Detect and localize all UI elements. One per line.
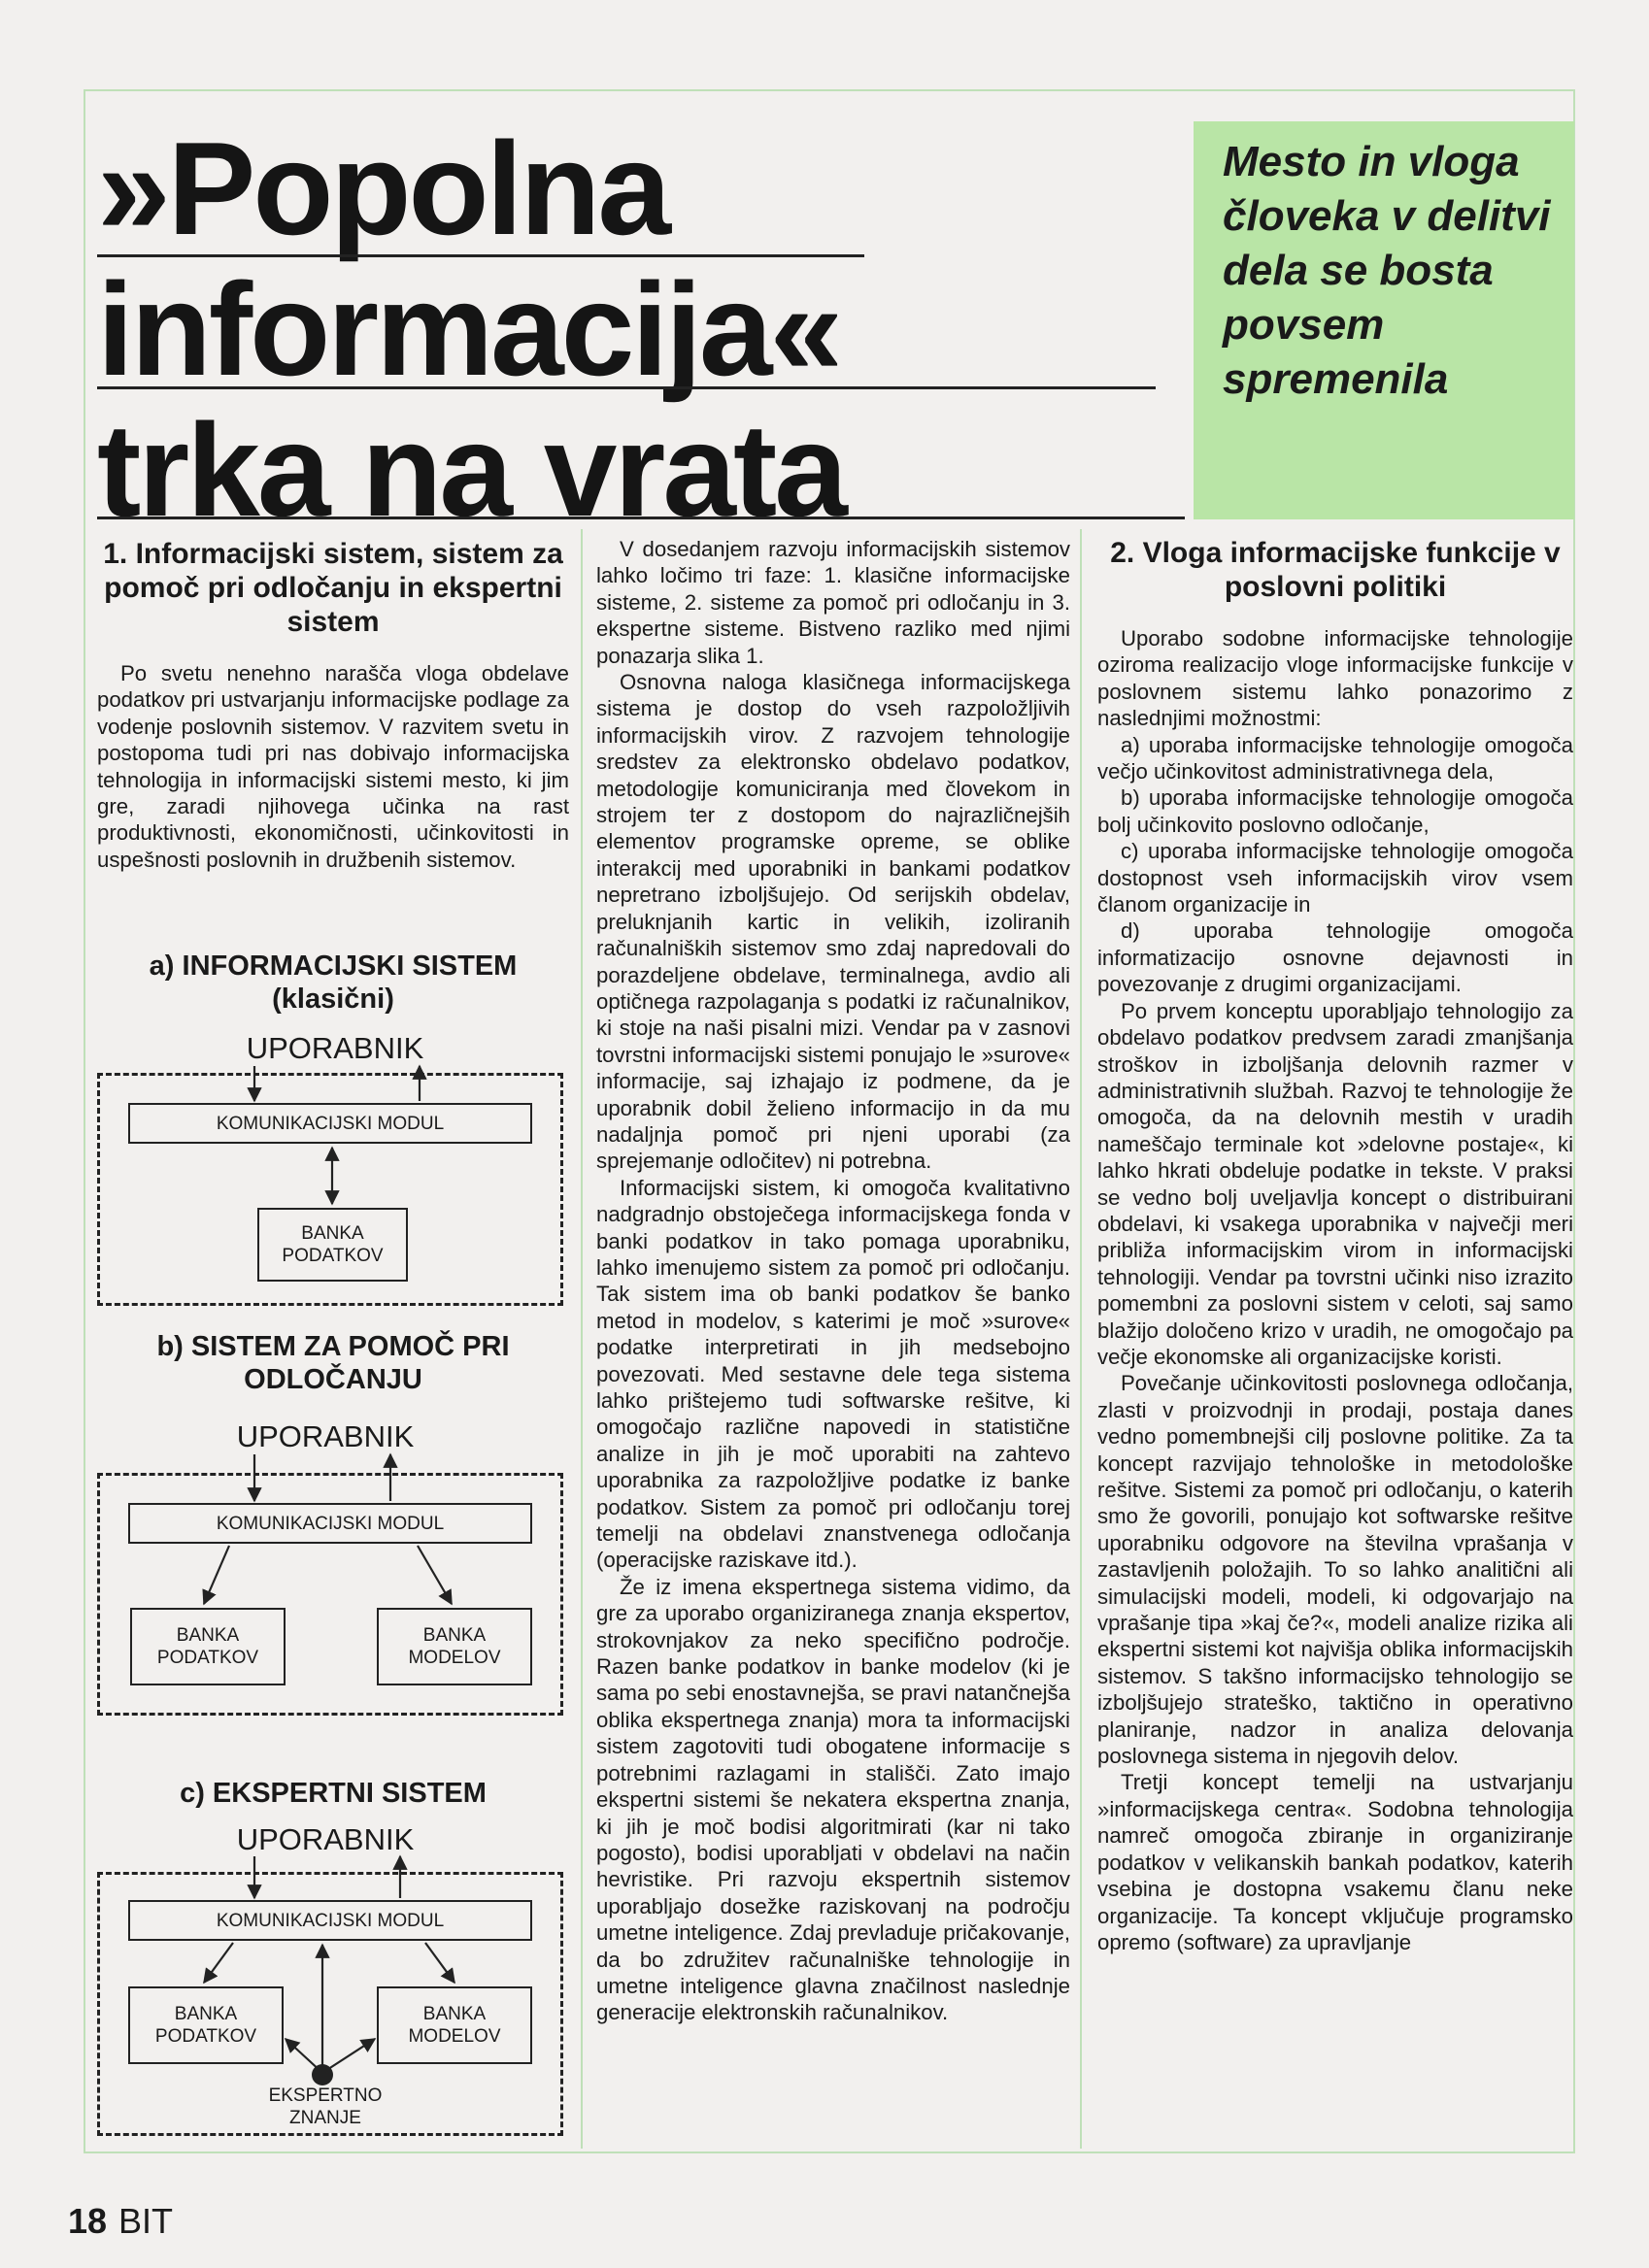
title-line-1: »Popolna <box>97 115 669 262</box>
col2-paragraph: Osnovna naloga klasičnega informacijskega sistema je dostop do vseh razpoložljivih informacijskih virov. Z razvojem tehnologije sredstev za elektronsko obdelavo podatkov, metodologije komuniciranja med človekom in strojem ter z dostopom do najrazličnejših elementov programske opreme, se oblike interakcij med uporabniki in bankami podatkov nepretrano izboljšujejo. Od serijskih obdelav, preluknjanih kartic in velikih, izoliranih računalniških sistemov smo zdaj napredovali do porazdeljene obdelave, terminalnega, avdio ali optičnega razpolaganja s podatki iz računalnikov, ki stoje na naši pisalni mizi. Vendar pa v zasnovi tovrstni informacijski sistemi ponujajo le »surove« informacije, saj izhajajo iz podmene, da je uporabnik dobil želieno informacijo in da mu nadaljnja pomoč pri njeni uporabi (za sprejemanje odločitev) ni potrebna. <box>596 670 1070 1174</box>
section2-list-item: d) uporaba tehnologije omogoča informatizacijo osnovne dejavnosti in povezovanje z drugimi organizacijami. <box>1097 918 1573 997</box>
arrow-c-data-link <box>204 1943 233 1983</box>
section1-heading: 1. Informacijski sistem, sistem za pomoč pri odločanju in ekspertni sistem <box>103 538 563 638</box>
diagram-b-comm-module: KOMUNIKACIJSKI MODUL <box>128 1503 532 1544</box>
section2-list-item: c) uporaba informacijske tehnologije omogoča dostopnost vseh informacijskih virov vsem članom organizacije in <box>1097 839 1573 917</box>
diagram-b-model-bank: BANKA MODELOV <box>377 1608 532 1685</box>
arrow-c-model-link <box>425 1943 454 1983</box>
column-3 <box>1097 536 1573 1955</box>
expert-node <box>312 2064 333 2085</box>
page-footer <box>68 2202 173 2241</box>
diagram-b-user: UPORABNIK <box>236 1419 415 1453</box>
column-2 <box>596 536 1070 2026</box>
diagram-c-title: c) EKSPERTNI SISTEM <box>180 1778 487 1809</box>
diagram-c-expert-knowledge: EKSPERTNO ZNANJE <box>268 2085 383 2128</box>
title-line-3: trka na vrata <box>97 396 845 544</box>
title-line-2: informacija« <box>97 255 841 403</box>
sidebar-quote: Mesto in vloga človeka v delitvi dela se bosta povsem spremenila <box>1223 138 1551 403</box>
diagram-b-title: b) SISTEM ZA POMOČ PRI ODLOČANJU <box>156 1331 510 1395</box>
col2-paragraph: Že iz imena ekspertnega sistema vidimo, da gre za uporabo organiziranega znanja ekspertov, strokovnjakov za neko specifično področje. Razen banke podatkov in banke modelov (ki je sama po sebi enostavnejša, se pravi natančnejša oblika ekspertnega znanja) mora ta informacijski sistem zagotoviti tudi obogatene informacije s potrebnimi razlagami in stališči. Zato imajo ekspertni sistemi še nekatera ekspertna znanja, ki jih je moč bodisi algoritmirati (kar ni tako pogosto), bodisi uporabljati v obdelavi na način hevristike. Pri razvoju ekspertnih sistemov uporabljajo dosežke raziskovanj na področju umetne inteligence. Zdaj prevladuje pričakovanje, da bo združitev računalniške tehnologije in umetne inteligence glavna značilnost naslednje generacije elektronskih računalnikov. <box>596 1574 1070 2025</box>
diagram-a-comm-module: KOMUNIKACIJSKI MODUL <box>128 1103 532 1144</box>
section2-heading: 2. Vloga informacijske funkcije v poslovni politiki <box>1110 537 1561 603</box>
magazine-name: BIT <box>118 2201 174 2241</box>
section2-list-item: b) uporaba informacijske tehnologije omogoča bolj učinkovito poslovno odločanje, <box>1097 785 1573 837</box>
col2-paragraph: V dosedanjem razvoju informacijskih sistemov lahko ločimo tri faze: 1. klasične informacijske sisteme, 2. sisteme za pomoč pri odločanju in 3. ekspertne sisteme. Bistveno razliko med njimi ponazarja slika 1. <box>596 537 1070 668</box>
diagram-c-data-bank: BANKA PODATKOV <box>128 1986 284 2064</box>
diagram-b-data-bank: BANKA PODATKOV <box>130 1608 286 1685</box>
section2-paragraph: Povečanje učinkovitosti poslovnega odločanja, zlasti v proizvodnji in prodaji, postaja danes vedno pomembnejši cilj poslovne politike. Za ta koncept razvijajo tehnološke in metodološke rešitve. Sistemi za pomoč pri odločanju, o katerih smo že govorili, ponujajo kot softwarske rešitve uporabniku odgovore na številna vprašanja v zastavljenih položajih. To so lahko analitični ali simulacijski modeli, modeli, ki odgovarjajo na vprašanje tipa »kaj če?«, modeli analize rizika ali ekspertni sistemi kot najvišja oblika informacijskih sistemov. S takšno informacijsko tehnologijo se izboljšujejo strateško, taktično in operativno planiranje, nadzor in analiza delovanja poslovnega sistema in njegovih delov. <box>1097 1371 1573 1769</box>
section2-paragraph: Uporabo sodobne informacijske tehnologije oziroma realizacijo vloge informacijske funkcije v poslovnem sistemu lahko ponazorimo z naslednjimi možnostmi: <box>1097 626 1573 731</box>
diagram-c-model-bank: BANKA MODELOV <box>377 1986 532 2064</box>
diagram-a-data-bank: BANKA PODATKOV <box>257 1208 408 1282</box>
diagram-a-title: a) INFORMACIJSKI SISTEM (klasični) <box>149 951 518 1015</box>
page-number: 18 <box>68 2201 108 2241</box>
section2-list-item: a) uporaba informacijske tehnologije omogoča večjo učinkovitost administrativnega dela, <box>1097 732 1573 784</box>
diagram-c-user: UPORABNIK <box>236 1822 415 1856</box>
section2-paragraph: Po prvem konceptu uporabljajo tehnologijo za obdelavo podatkov predvsem zaradi zmanjšanja stroškov in izboljšanja delovnih razmer v administrativnih službah. Razvoj te tehnologije že omogoča, da na delovnih mestih v uradih nameščajo terminale kot »delovne postaje«, ki lahko hkrati obdeluje podatke in tekste. V praksi se vedno bolj uveljavlja koncept o distribuirani obdelavi, ki vsakega uporabnika v največji meri približa informacijskim virom in informacijski tehnologiji. Vendar pa tovrstni učinki niso izrazito pomembni za poslovni sistem v celoti, saj samo blažijo določeno krizo v uradih, ne omogočajo pa večje ekonomske ali organizacijske koristi. <box>1097 998 1573 1369</box>
diagram-a-user: UPORABNIK <box>246 1031 424 1065</box>
col2-paragraph: Informacijski sistem, ki omogoča kvalitativno nadgradnjo obstoječega informacijskega fonda v banki podatkov in tako pomaga uporabniku, lahko imenujemo sistem za pomoč pri odločanju. Tak sistem ima ob banki podatkov še banko metod in modelov, s katerimi je moč »surove« podatke interpretirati in jih medsebojno povezovati. Med sestavne dele tega sistema lahko prištejemo tudi softwarske rešitve, ki omogočajo različne napovedi in statistične analize in jih je moč uporabiti na zahtevo uporabnika za razpoložljive podatke iz banke podatkov. Sistem za pomoč pri odločanju torej temelji na obdelavi znanstvenega odločanja (operacijske raziskave itd.). <box>596 1175 1070 1573</box>
arrow-b-data-link <box>204 1546 229 1604</box>
section2-paragraph: Tretji koncept temelji na ustvarjanju »informacijskega centra«. Sodobna tehnologija namreč omogoča zbiranje in organiziranje podatkov v velikanskih bankah podatkov, katerih vsebina je dostopna vsakemu članu neke organizacije. Ta koncept vključuje programsko opremo (software) za upravljanje <box>1097 1770 1573 1954</box>
arrow-b-model-link <box>418 1546 452 1604</box>
diagram-c-comm-module: KOMUNIKACIJSKI MODUL <box>128 1900 532 1941</box>
section1-intro: Po svetu nenehno narašča vloga obdelave podatkov pri ustvarjanju informacijske podlage za vodenje poslovnih sistemov. V razvitem svetu in postopoma tudi pri nas dobivajo informacijska tehnologija in informacijski sistemi mesto, ki jim gre, zaradi njihovega učinka na rast produktivnosti, ekonomičnosti, učinkovitosti in uspešnosti poslovnih in družbenih sistemov. <box>97 661 569 872</box>
